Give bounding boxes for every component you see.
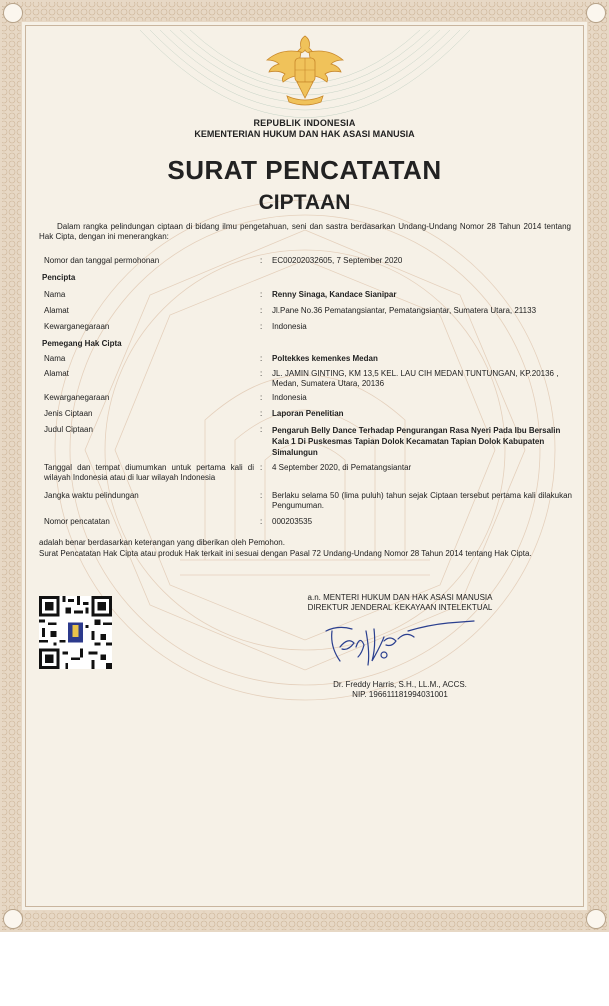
field-label: Alamat [44,369,69,378]
colon: : [260,354,263,363]
colon: : [260,322,263,331]
signatory-position: DIREKTUR JENDERAL KEKAYAAN INTELEKTUAL [307,603,493,612]
section-heading-pencipta: Pencipta [42,273,76,282]
garuda-emblem-icon [261,30,349,112]
footer-statement: adalah benar berdasarkan keterangan yang diberikan oleh Pemohon. [39,538,285,547]
field-label: Tanggal dan tempat diumumkan untuk pertama kali di wilayah Indonesia atau di luar wilayah Indonesia [44,463,254,482]
field-value: 000203535 [272,517,313,526]
field-value: Berlaku selama 50 (lima puluh) tahun sejak Ciptaan tersebut pertama kali dilakukan Pengumuman. [272,491,572,510]
corner-ornament-icon [586,909,606,929]
corner-ornament-icon [586,3,606,23]
field-label: Kewarganegaraan [44,393,110,402]
colon: : [260,256,263,265]
field-value: 4 September 2020, di Pematangsiantar [272,463,412,472]
field-label: Kewarganegaraan [44,322,110,331]
certificate-subtitle: CIPTAAN [258,191,351,214]
field-label: Nama [44,290,66,299]
colon: : [260,409,263,418]
corner-ornament-icon [3,909,23,929]
colon: : [260,369,263,378]
colon: : [260,425,263,434]
field-label: Jangka waktu pelindungan [44,491,139,500]
colon: : [260,491,263,500]
certificate-title: SURAT PENCATATAN [167,155,442,185]
field-value: Indonesia [272,393,307,402]
field-label: Nomor dan tanggal permohonan [44,256,160,265]
field-label: Judul Ciptaan [44,425,93,434]
signatory-authority: a.n. MENTERI HUKUM DAN HAK ASASI MANUSIA [307,593,493,602]
colon: : [260,306,263,315]
intro-paragraph: Dalam rangka pelindungan ciptaan di bidang ilmu pengetahuan, seni dan sastra berdasarkan Undang-Undang Nomor 28 Tahun 2014 tentang Hak Cipta, dengan ini menerangkan: [39,222,571,241]
field-value: Indonesia [272,322,307,331]
field-label: Jenis Ciptaan [44,409,93,418]
field-value: EC00202032605, 7 September 2020 [272,256,403,265]
qr-code-icon [39,596,112,669]
handwritten-signature [318,617,478,672]
colon: : [260,290,263,299]
footer-legal-basis: Surat Pencatatan Hak Cipta atau produk Hak terkait ini sesuai dengan Pasal 72 Undang-Undang Nomor 28 Tahun 2014 tentang Hak Cipta. [39,549,532,558]
field-value: JL. JAMIN GINTING, KM 13,5 KEL. LAU CIH MEDAN TUNTUNGAN, KP.20136 , Medan, Sumatera Utara, 20136 [272,369,559,388]
section-heading-pemegang: Pemegang Hak Cipta [42,339,122,348]
corner-ornament-icon [3,3,23,23]
field-value: Renny Sinaga, Kandace Sianipar [272,290,397,299]
field-value: Jl.Pane No.36 Pematangsiantar, Pematangsiantar, Sumatera Utara, 21133 [272,306,537,315]
signatory-name: Dr. Freddy Harris, S.H., LL.M., ACCS. [333,680,467,689]
colon: : [260,517,263,526]
field-label: Nomor pencatatan [44,517,110,526]
colon: : [260,393,263,402]
ministry-heading: KEMENTERIAN HUKUM DAN HAK ASASI MANUSIA [194,129,415,139]
field-label: Alamat [44,306,69,315]
field-value: Laporan Penelitian [272,409,344,418]
colon: : [260,463,263,472]
field-value: Poltekkes kemenkes Medan [272,354,378,363]
signatory-nip: NIP. 196611181994031001 [352,690,448,699]
field-value: Pengaruh Belly Dance Terhadap Pengurangan Rasa Nyeri Pada Ibu Bersalin Kala 1 Di Puskesmas Tapian Dolok Kecamatan Tapian Dolok Kabupaten Simalungun [272,426,561,457]
republic-heading: REPUBLIK INDONESIA [253,118,356,128]
field-label: Nama [44,354,66,363]
